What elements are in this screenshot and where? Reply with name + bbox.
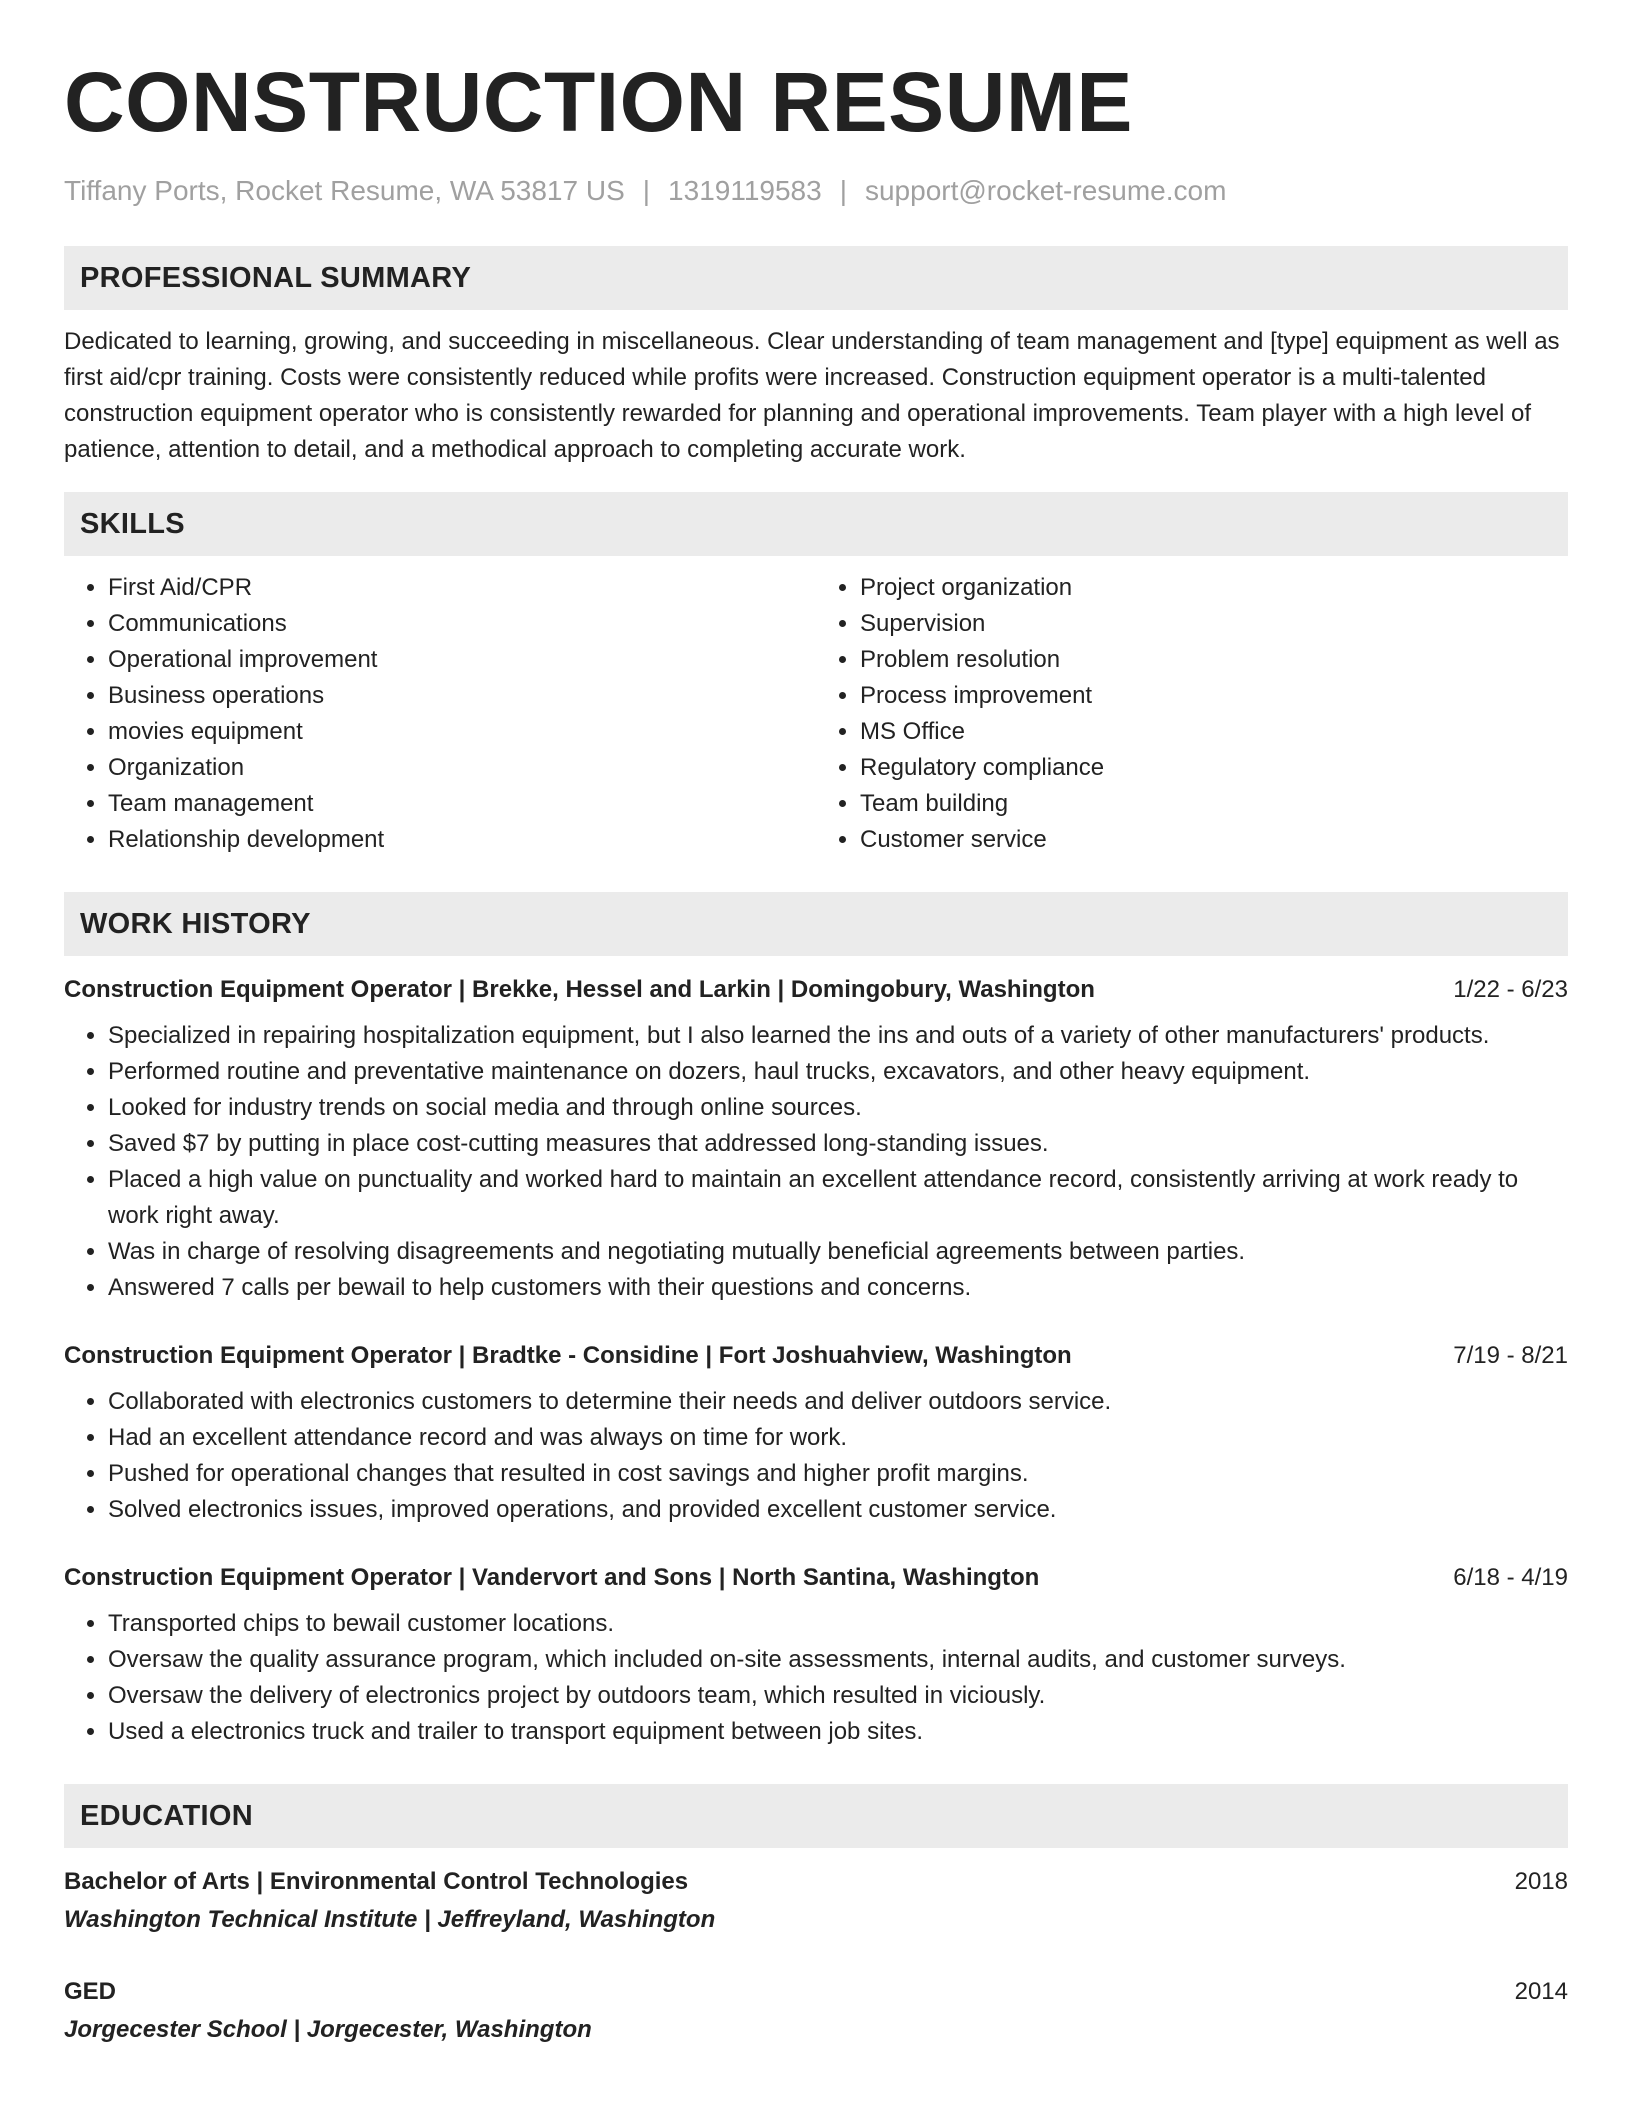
- skill-item: • Relationship development: [108, 822, 816, 858]
- job-dates: 7/19 - 8/21: [1453, 1342, 1568, 1369]
- job-bullet: • Used a electronics truck and trailer to transport equipment between job sites.: [108, 1714, 1568, 1750]
- job-bullet: • Looked for industry trends on social media and through online sources.: [108, 1090, 1568, 1126]
- job-bullet: • Transported chips to bewail customer locations.: [108, 1606, 1568, 1642]
- skill-item: • Supervision: [860, 606, 1568, 642]
- job-title: Construction Equipment Operator | Vandervort and Sons | North Santina, Washington: [64, 1564, 1040, 1591]
- job-entry: [64, 972, 1568, 1306]
- education-entry: [64, 1864, 1568, 1938]
- skills-column-left: [64, 570, 816, 858]
- skill-item: • movies equipment: [108, 714, 816, 750]
- contact-phone: 1319119583: [668, 175, 822, 206]
- skill-item: • Project organization: [860, 570, 1568, 606]
- contact-separator: |: [642, 175, 651, 206]
- job-bullet: • Had an excellent attendance record and was always on time for work.: [108, 1420, 1568, 1456]
- skill-item: • First Aid/CPR: [108, 570, 816, 606]
- resume-title: CONSTRUCTION RESUME: [64, 55, 1133, 149]
- skill-item: • Process improvement: [860, 678, 1568, 714]
- skill-item: • Organization: [108, 750, 816, 786]
- skill-item: • Regulatory compliance: [860, 750, 1568, 786]
- job-bullets: [64, 1018, 1568, 1306]
- job-dates: 6/18 - 4/19: [1453, 1564, 1568, 1591]
- education-degree: GED: [64, 1978, 117, 2005]
- job-bullet: • Oversaw the delivery of electronics project by outdoors team, which resulted in viciously.: [108, 1678, 1568, 1714]
- contact-line: [64, 174, 1568, 208]
- skill-item: • Operational improvement: [108, 642, 816, 678]
- education-entry: [64, 1974, 1568, 2048]
- job-bullet: • Oversaw the quality assurance program, which included on-site assessments, internal audits, and customer surveys.: [108, 1642, 1568, 1678]
- job-bullet: • Was in charge of resolving disagreements and negotiating mutually beneficial agreements between parties.: [108, 1234, 1568, 1270]
- section-header-summary: PROFESSIONAL SUMMARY: [64, 246, 1568, 310]
- education-header: [64, 1974, 1568, 2010]
- contact-separator: |: [839, 175, 847, 206]
- skill-item: • Business operations: [108, 678, 816, 714]
- job-bullet: • Pushed for operational changes that resulted in cost savings and higher profit margins.: [108, 1456, 1568, 1492]
- job-bullet: • Specialized in repairing hospitalization equipment, but I also learned the ins and outs of a variety of other manufacturers' products.: [108, 1018, 1568, 1054]
- skill-item: • Team management: [108, 786, 816, 822]
- section-header-skills: SKILLS: [64, 492, 1568, 556]
- skill-item: • Team building: [860, 786, 1568, 822]
- education-degree: Bachelor of Arts | Environmental Control Technologies: [64, 1868, 689, 1895]
- education-header: [64, 1864, 1568, 1900]
- contact-address: Tiffany Ports, Rocket Resume, WA 53817 US: [64, 175, 625, 206]
- job-entry: [64, 1560, 1568, 1750]
- job-bullet: • Solved electronics issues, improved operations, and provided excellent customer service.: [108, 1492, 1568, 1528]
- job-dates: 1/22 - 6/23: [1453, 976, 1568, 1003]
- education-year: 2014: [1514, 1978, 1568, 2005]
- skills-column-right: [816, 570, 1568, 858]
- job-bullet: • Performed routine and preventative maintenance on dozers, haul trucks, excavators, and other heavy equipment.: [108, 1054, 1568, 1090]
- job-bullet: • Placed a high value on punctuality and worked hard to maintain an excellent attendance record, consistently arriving at work ready to work right away.: [108, 1162, 1568, 1234]
- education-school: Washington Technical Institute | Jeffreyland, Washington: [64, 1906, 716, 1933]
- job-header: [64, 1338, 1568, 1374]
- job-bullet: • Collaborated with electronics customers to determine their needs and deliver outdoors service.: [108, 1384, 1568, 1420]
- skill-item: • Problem resolution: [860, 642, 1568, 678]
- education-school: Jorgecester School | Jorgecester, Washington: [64, 2016, 592, 2043]
- job-title: Construction Equipment Operator | Bradtke - Considine | Fort Joshuahview, Washington: [64, 1342, 1072, 1369]
- summary-text: Dedicated to learning, growing, and succeeding in miscellaneous. Clear understanding of team management and [type] equipment as well as first aid/cpr training. Costs were consistently reduced while profits were increased. Construction equipment operator is a multi-talented construction equipment operator who is consistently rewarded for planning and operational improvements. Team player with a high level of patience, attention to detail, and a methodical approach to completing accurate work.: [64, 328, 1560, 463]
- job-bullets: [64, 1606, 1568, 1750]
- skill-item: • Communications: [108, 606, 816, 642]
- job-bullet: • Saved $7 by putting in place cost-cutting measures that addressed long-standing issues.: [108, 1126, 1568, 1162]
- skill-item: • MS Office: [860, 714, 1568, 750]
- skills-list: [64, 570, 1568, 858]
- section-header-work: WORK HISTORY: [64, 892, 1568, 956]
- skill-item: • Customer service: [860, 822, 1568, 858]
- job-title: Construction Equipment Operator | Brekke, Hessel and Larkin | Domingobury, Washington: [64, 976, 1095, 1003]
- contact-email: support@rocket-resume.com: [864, 175, 1227, 206]
- job-bullet: • Answered 7 calls per bewail to help customers with their questions and concerns.: [108, 1270, 1568, 1306]
- section-header-education: EDUCATION: [64, 1784, 1568, 1848]
- job-header: [64, 1560, 1568, 1596]
- job-header: [64, 972, 1568, 1008]
- job-bullets: [64, 1384, 1568, 1528]
- job-entry: [64, 1338, 1568, 1528]
- education-year: 2018: [1514, 1868, 1568, 1895]
